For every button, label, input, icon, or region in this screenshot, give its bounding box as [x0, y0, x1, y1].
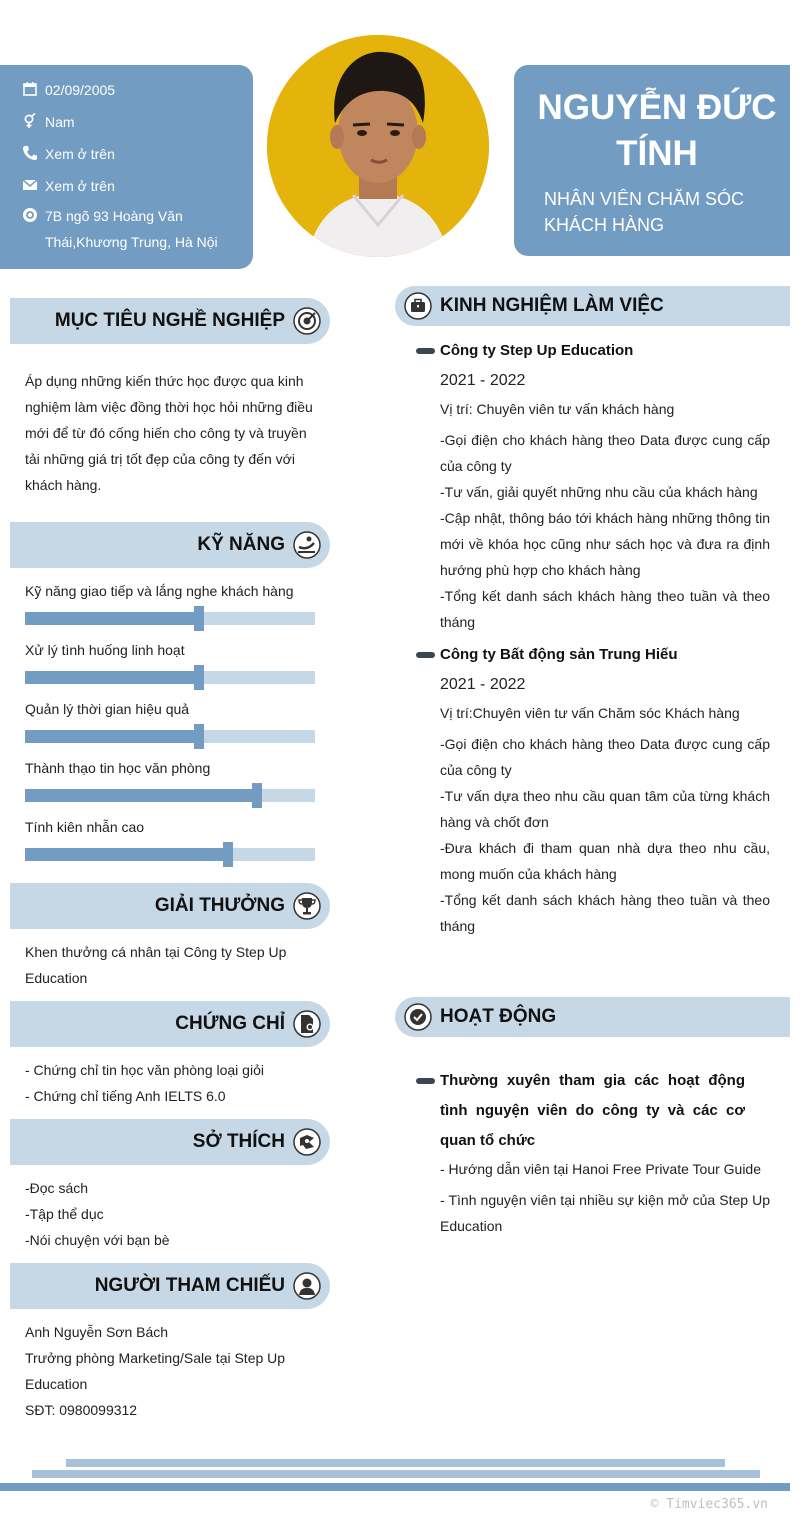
awards-title: GIẢI THƯỞNG	[154, 895, 285, 916]
job-position: Vị trí:Chuyên viên tư vấn Chăm sóc Khách hàng	[440, 705, 740, 721]
skill-bar	[25, 671, 315, 684]
skills-icon	[293, 531, 321, 559]
skill-bar-fill	[25, 848, 228, 861]
activity-heading: Thường xuyên tham gia các hoạt động tình nguyện viên do công ty và các cơ quan tổ chức	[440, 1072, 745, 1149]
skill-bar-fill	[25, 730, 199, 743]
certificate-item: - Chứng chỉ tiếng Anh IELTS 6.0	[25, 1088, 226, 1104]
trophy-icon	[293, 892, 321, 920]
experience-title: KINH NGHIỆM LÀM VIỆC	[440, 295, 664, 316]
address-text: 7B ngõ 93 Hoàng Văn Thái,Khương Trung, Hà Nội	[45, 208, 218, 250]
calendar-icon	[22, 81, 38, 97]
footer-bar	[32, 1470, 760, 1478]
reference-role: Trưởng phòng Marketing/Sale tại Step Up Education	[25, 1350, 286, 1392]
hobbies-list	[25, 1175, 325, 1253]
hobby-item: -Đọc sách	[25, 1180, 89, 1196]
skill-name: Thành thạo tin học văn phòng	[25, 760, 211, 776]
job-task: -Đưa khách đi tham quan nhà dựa theo nhu cầu, mong muốn của khách hàng	[440, 840, 770, 882]
contact-birthday	[22, 82, 115, 103]
job-task: -Gọi điện cho khách hàng theo Data được cung cấp của công ty	[440, 736, 770, 778]
watermark: © Timviec365.vn	[650, 1497, 768, 1512]
phone-text: Xem ở trên	[45, 146, 115, 162]
objective-title: MỤC TIÊU NGHỀ NGHIỆP	[54, 310, 285, 331]
target-icon	[293, 307, 321, 335]
job-task: -Tư vấn dựa theo nhu cầu quan tâm của từng khách hàng và chốt đơn	[440, 788, 770, 830]
job-title: NHÂN VIÊN CHĂM SÓC KHÁCH HÀNG	[544, 189, 745, 235]
avatar-illustration	[267, 35, 489, 257]
gender-text: Nam	[45, 114, 75, 130]
hobby-item: -Tập thể dục	[25, 1206, 104, 1222]
briefcase-icon	[404, 292, 432, 320]
reference-phone: SĐT: 0980099312	[25, 1402, 138, 1418]
awards-text: Khen thưởng cá nhân tại Công ty Step Up Education	[25, 944, 287, 986]
job-years: 2021 - 2022	[440, 676, 526, 693]
contact-address	[22, 208, 222, 255]
check-badge-icon	[404, 1003, 432, 1031]
skill-bar-fill	[25, 789, 257, 802]
person-icon	[293, 1272, 321, 1300]
job-task: -Tổng kết danh sách khách hàng theo tuần và theo tháng	[440, 892, 770, 934]
section-header-hobbies	[10, 1119, 330, 1165]
skill-bar-fill	[25, 671, 199, 684]
skill-name: Xử lý tình huống linh hoạt	[25, 642, 185, 658]
company-name: Công ty Bất động sản Trung Hiếu	[440, 646, 678, 663]
contact-card	[0, 65, 253, 269]
section-header-skills	[10, 522, 330, 568]
skill-bar	[25, 612, 315, 625]
job-years: 2021 - 2022	[440, 372, 526, 389]
objective-text: Áp dụng những kiến thức học được qua kinh nghiệm làm việc đồng thời học hỏi những điều mới để từ đó cống hiến cho công ty và truyền tải những giá trị tốt đẹp của công ty đến với khách hàng.	[25, 373, 313, 493]
skill-bar	[25, 730, 315, 743]
section-header-certificates	[10, 1001, 330, 1047]
job-task: -Tổng kết danh sách khách hàng theo tuần và theo tháng	[440, 588, 770, 630]
bullet-dash	[416, 348, 435, 354]
skills-title: KỸ NĂNG	[197, 534, 285, 555]
footer-bar	[0, 1483, 790, 1491]
section-header-awards	[10, 883, 330, 929]
contact-gender	[22, 114, 75, 135]
skill-bar-knob	[252, 783, 262, 808]
email-icon	[22, 177, 38, 193]
birthday-text: 02/09/2005	[45, 82, 116, 98]
job-task: -Cập nhật, thông báo tới khách hàng những thông tin mới về khóa học cũng như sách học và đưa ra định hướng phù hợp cho khách hàng	[440, 510, 770, 578]
references-title: NGƯỜI THAM CHIẾU	[94, 1275, 285, 1296]
activities-title: HOẠT ĐỘNG	[440, 1006, 557, 1027]
hobbies-title: SỞ THÍCH	[192, 1131, 285, 1152]
job-task: -Gọi điện cho khách hàng theo Data được cung cấp của công ty	[440, 432, 770, 474]
gender-icon	[22, 113, 38, 129]
skill-name: Tính kiên nhẫn cao	[25, 819, 145, 835]
reference-name: Anh Nguyễn Sơn Bách	[25, 1324, 169, 1340]
full-name: NGUYỄN ĐỨC TÍNH	[537, 88, 777, 173]
job-details	[440, 700, 770, 939]
certificates-title: CHỨNG CHỈ	[175, 1013, 285, 1034]
skill-name: Kỹ năng giao tiếp và lắng nghe khách hàng	[25, 583, 294, 599]
job-details	[440, 396, 770, 635]
activity-list	[440, 1156, 770, 1239]
section-header-experience	[395, 286, 790, 326]
references-block	[25, 1319, 315, 1423]
footer-bar	[66, 1459, 725, 1467]
skill-bar-knob	[194, 724, 204, 749]
hobby-item: -Nói chuyện với bạn bè	[25, 1232, 170, 1248]
location-icon	[22, 207, 38, 223]
activity-item: - Hướng dẫn viên tại Hanoi Free Private Tour Guide	[440, 1161, 762, 1177]
job-task: -Tư vấn, giải quyết những nhu cầu của khách hàng	[440, 484, 758, 500]
name-card	[514, 65, 790, 256]
skill-bar	[25, 848, 315, 861]
skill-name: Quản lý thời gian hiệu quả	[25, 701, 190, 717]
bullet-dash	[416, 1078, 435, 1084]
contact-phone	[22, 146, 115, 167]
section-header-objective	[10, 298, 330, 344]
skill-bar-knob	[223, 842, 233, 867]
phone-icon	[22, 145, 38, 161]
certificates-list	[25, 1057, 325, 1109]
job-position: Vị trí: Chuyên viên tư vấn khách hàng	[440, 401, 675, 417]
skill-bar-knob	[194, 606, 204, 631]
contact-email	[22, 178, 115, 199]
activity-item: - Tình nguyện viên tại nhiều sự kiện mở của Step Up Education	[440, 1192, 770, 1234]
bullet-dash	[416, 652, 435, 658]
hobbies-icon	[293, 1128, 321, 1156]
email-text: Xem ở trên	[45, 178, 115, 194]
profile-photo	[267, 35, 489, 257]
skill-bar-knob	[194, 665, 204, 690]
section-header-activities	[395, 997, 790, 1037]
skill-bar	[25, 789, 315, 802]
certificate-icon	[293, 1010, 321, 1038]
company-name: Công ty Step Up Education	[440, 342, 634, 359]
section-header-references	[10, 1263, 330, 1309]
skill-bar-fill	[25, 612, 199, 625]
certificate-item: - Chứng chỉ tin học văn phòng loại giỏi	[25, 1062, 264, 1078]
